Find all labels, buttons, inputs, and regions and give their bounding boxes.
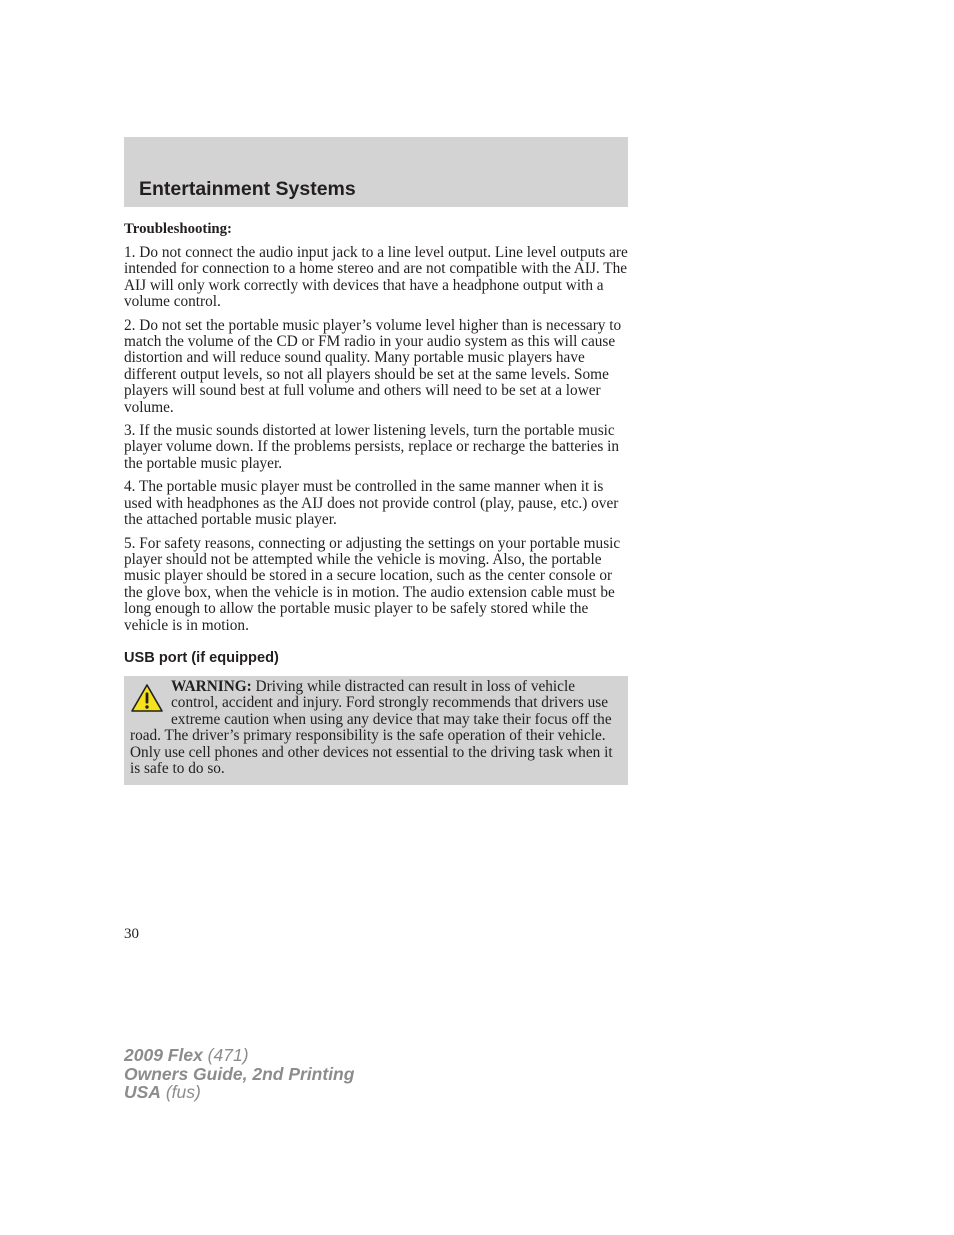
footer-publication-info [124,1046,354,1102]
page-content [124,220,628,785]
footer-line-2 [124,1065,354,1084]
troubleshooting-item-3: 3. If the music sounds distorted at lower listening levels, turn the portable music player volume down. If the problems persists, replace or recharge the batteries in the portable music player. [124,422,619,472]
section-header-bar [124,137,628,207]
troubleshooting-heading: Troubleshooting: [124,221,232,237]
footer-model-code: (471) [202,1045,249,1065]
troubleshooting-item-4: 4. The portable music player must be controlled in the same manner when it is used with headphones as the AIJ does not provide control (play, pause, etc.) over the attached portable music player. [124,478,619,529]
troubleshooting-item-5: 5. For safety reasons, connecting or adjusting the settings on your portable music player should not be attempted while the vehicle is moving. Also, the portable music player should be stored in a secure location, such as the center console or the glove box, when the vehicle is in motion. The audio extension cable must be long enough to allow the portable music player to be safely stored while the vehicle is in motion. [124,534,621,634]
footer-line-1 [124,1046,354,1065]
warning-box [124,676,628,785]
footer-market: USA [124,1082,161,1102]
usb-port-heading: USB port (if equipped) [124,649,279,666]
footer-guide-edition: Owners Guide, 2nd Printing [124,1063,355,1084]
troubleshooting-item-2: 2. Do not set the portable music player’s volume level higher than is necessary to match the volume of the CD or FM radio in your audio system as this will cause distortion and will reduce sound quality. Many portable music players have different output levels, so not all players should be set at the same levels. Some players will sound best at full volume and others will need to be set at a lower volume. [124,316,622,416]
page-number: 30 [124,926,139,942]
warning-triangle-icon [130,683,164,713]
troubleshooting-item-1: 1. Do not connect the audio input jack to a line level output. Line level outputs are intended for connection to a home stereo and are not compatible with the AIJ. The AIJ will only work correctly with devices that have a headphone output with a volume control. [124,244,628,311]
footer-market-code: (fus) [160,1082,201,1102]
footer-model: 2009 Flex [124,1045,203,1065]
warning-text: Driving while distracted can result in loss of vehicle control, accident and injury. Ford strongly recommends that drivers use extreme caution when using any device that may take their focus off the road. The driver’s primary responsibility is the safe operation of their vehicle. Only use cell phones and other devices not essential to the driving task when it is safe to do so. [130,677,613,777]
footer-line-3 [124,1083,354,1102]
section-title: Entertainment Systems [139,178,356,200]
warning-label: WARNING: [171,677,252,695]
